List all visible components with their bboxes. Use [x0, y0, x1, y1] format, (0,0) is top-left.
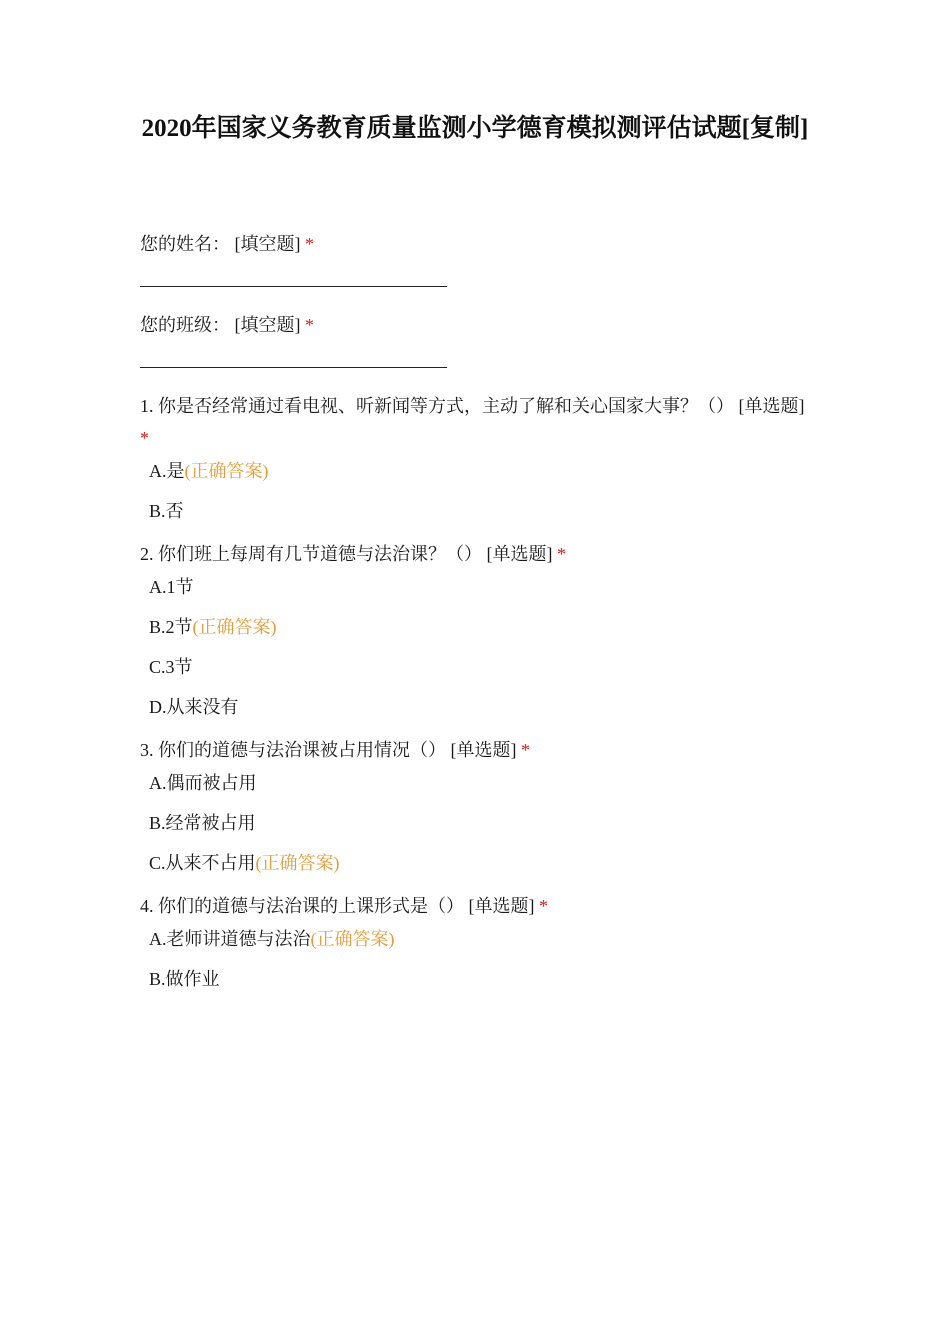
question-1: [140, 390, 810, 524]
question-list: [140, 390, 810, 992]
class-field-type: [填空题]: [234, 315, 301, 335]
option-label: D.从来没有: [149, 697, 239, 717]
required-marker: *: [305, 234, 314, 254]
question-3: [140, 734, 810, 876]
option-item[interactable]: [149, 498, 810, 524]
question-2: [140, 538, 810, 720]
question-text: [140, 390, 810, 454]
option-label: A.1节: [149, 577, 194, 597]
class-input-line[interactable]: [140, 367, 447, 368]
option-label: C.3节: [149, 657, 193, 677]
option-item[interactable]: [149, 614, 810, 640]
question-stem: 4. 你们的道德与法治课的上课形式是（） [单选题]: [140, 896, 535, 916]
name-field: [140, 228, 810, 287]
option-item[interactable]: [149, 574, 810, 600]
option-item[interactable]: [149, 810, 810, 836]
class-label-text: 您的班级：: [140, 315, 230, 335]
question-text: [140, 890, 810, 922]
info-fields: [140, 228, 810, 368]
option-item[interactable]: [149, 694, 810, 720]
question-text: [140, 538, 810, 570]
option-item[interactable]: [149, 654, 810, 680]
option-label: B.经常被占用: [149, 813, 256, 833]
option-label: C.从来不占用: [149, 853, 256, 873]
required-marker: *: [539, 896, 548, 916]
option-item[interactable]: [149, 966, 810, 992]
option-item[interactable]: [149, 458, 810, 484]
question-4: [140, 890, 810, 992]
question-stem: 2. 你们班上每周有几节道德与法治课？（） [单选题]: [140, 544, 553, 564]
document-page: [0, 108, 950, 1338]
class-field-label: [140, 309, 810, 341]
name-input-line[interactable]: [140, 286, 447, 287]
option-label: B.否: [149, 501, 184, 521]
document-title: 2020年国家义务教育质量监测小学德育模拟测评估试题[复制]: [141, 115, 809, 142]
option-label: A.老师讲道德与法治: [149, 929, 311, 949]
option-item[interactable]: [149, 770, 810, 796]
question-stem: 1. 你是否经常通过看电视、听新闻等方式，主动了解和关心国家大事？（） [单选题]: [140, 396, 805, 416]
required-marker: *: [140, 428, 149, 448]
option-label: A.偶而被占用: [149, 773, 257, 793]
question-text: [140, 734, 810, 766]
correct-answer-tag: (正确答案): [184, 461, 269, 481]
required-marker: *: [521, 740, 530, 760]
name-label-text: 您的姓名：: [140, 234, 230, 254]
option-label: B.做作业: [149, 969, 220, 989]
name-field-type: [填空题]: [234, 234, 301, 254]
option-label: B.2节: [149, 617, 193, 637]
class-field: [140, 309, 810, 368]
required-marker: *: [305, 315, 314, 335]
option-label: A.是: [149, 461, 185, 481]
correct-answer-tag: (正确答案): [255, 853, 340, 873]
option-item[interactable]: [149, 926, 810, 952]
required-marker: *: [557, 544, 566, 564]
correct-answer-tag: (正确答案): [192, 617, 277, 637]
correct-answer-tag: (正确答案): [310, 929, 395, 949]
name-field-label: [140, 228, 810, 260]
question-stem: 3. 你们的道德与法治课被占用情况（） [单选题]: [140, 740, 517, 760]
option-item[interactable]: [149, 850, 810, 876]
